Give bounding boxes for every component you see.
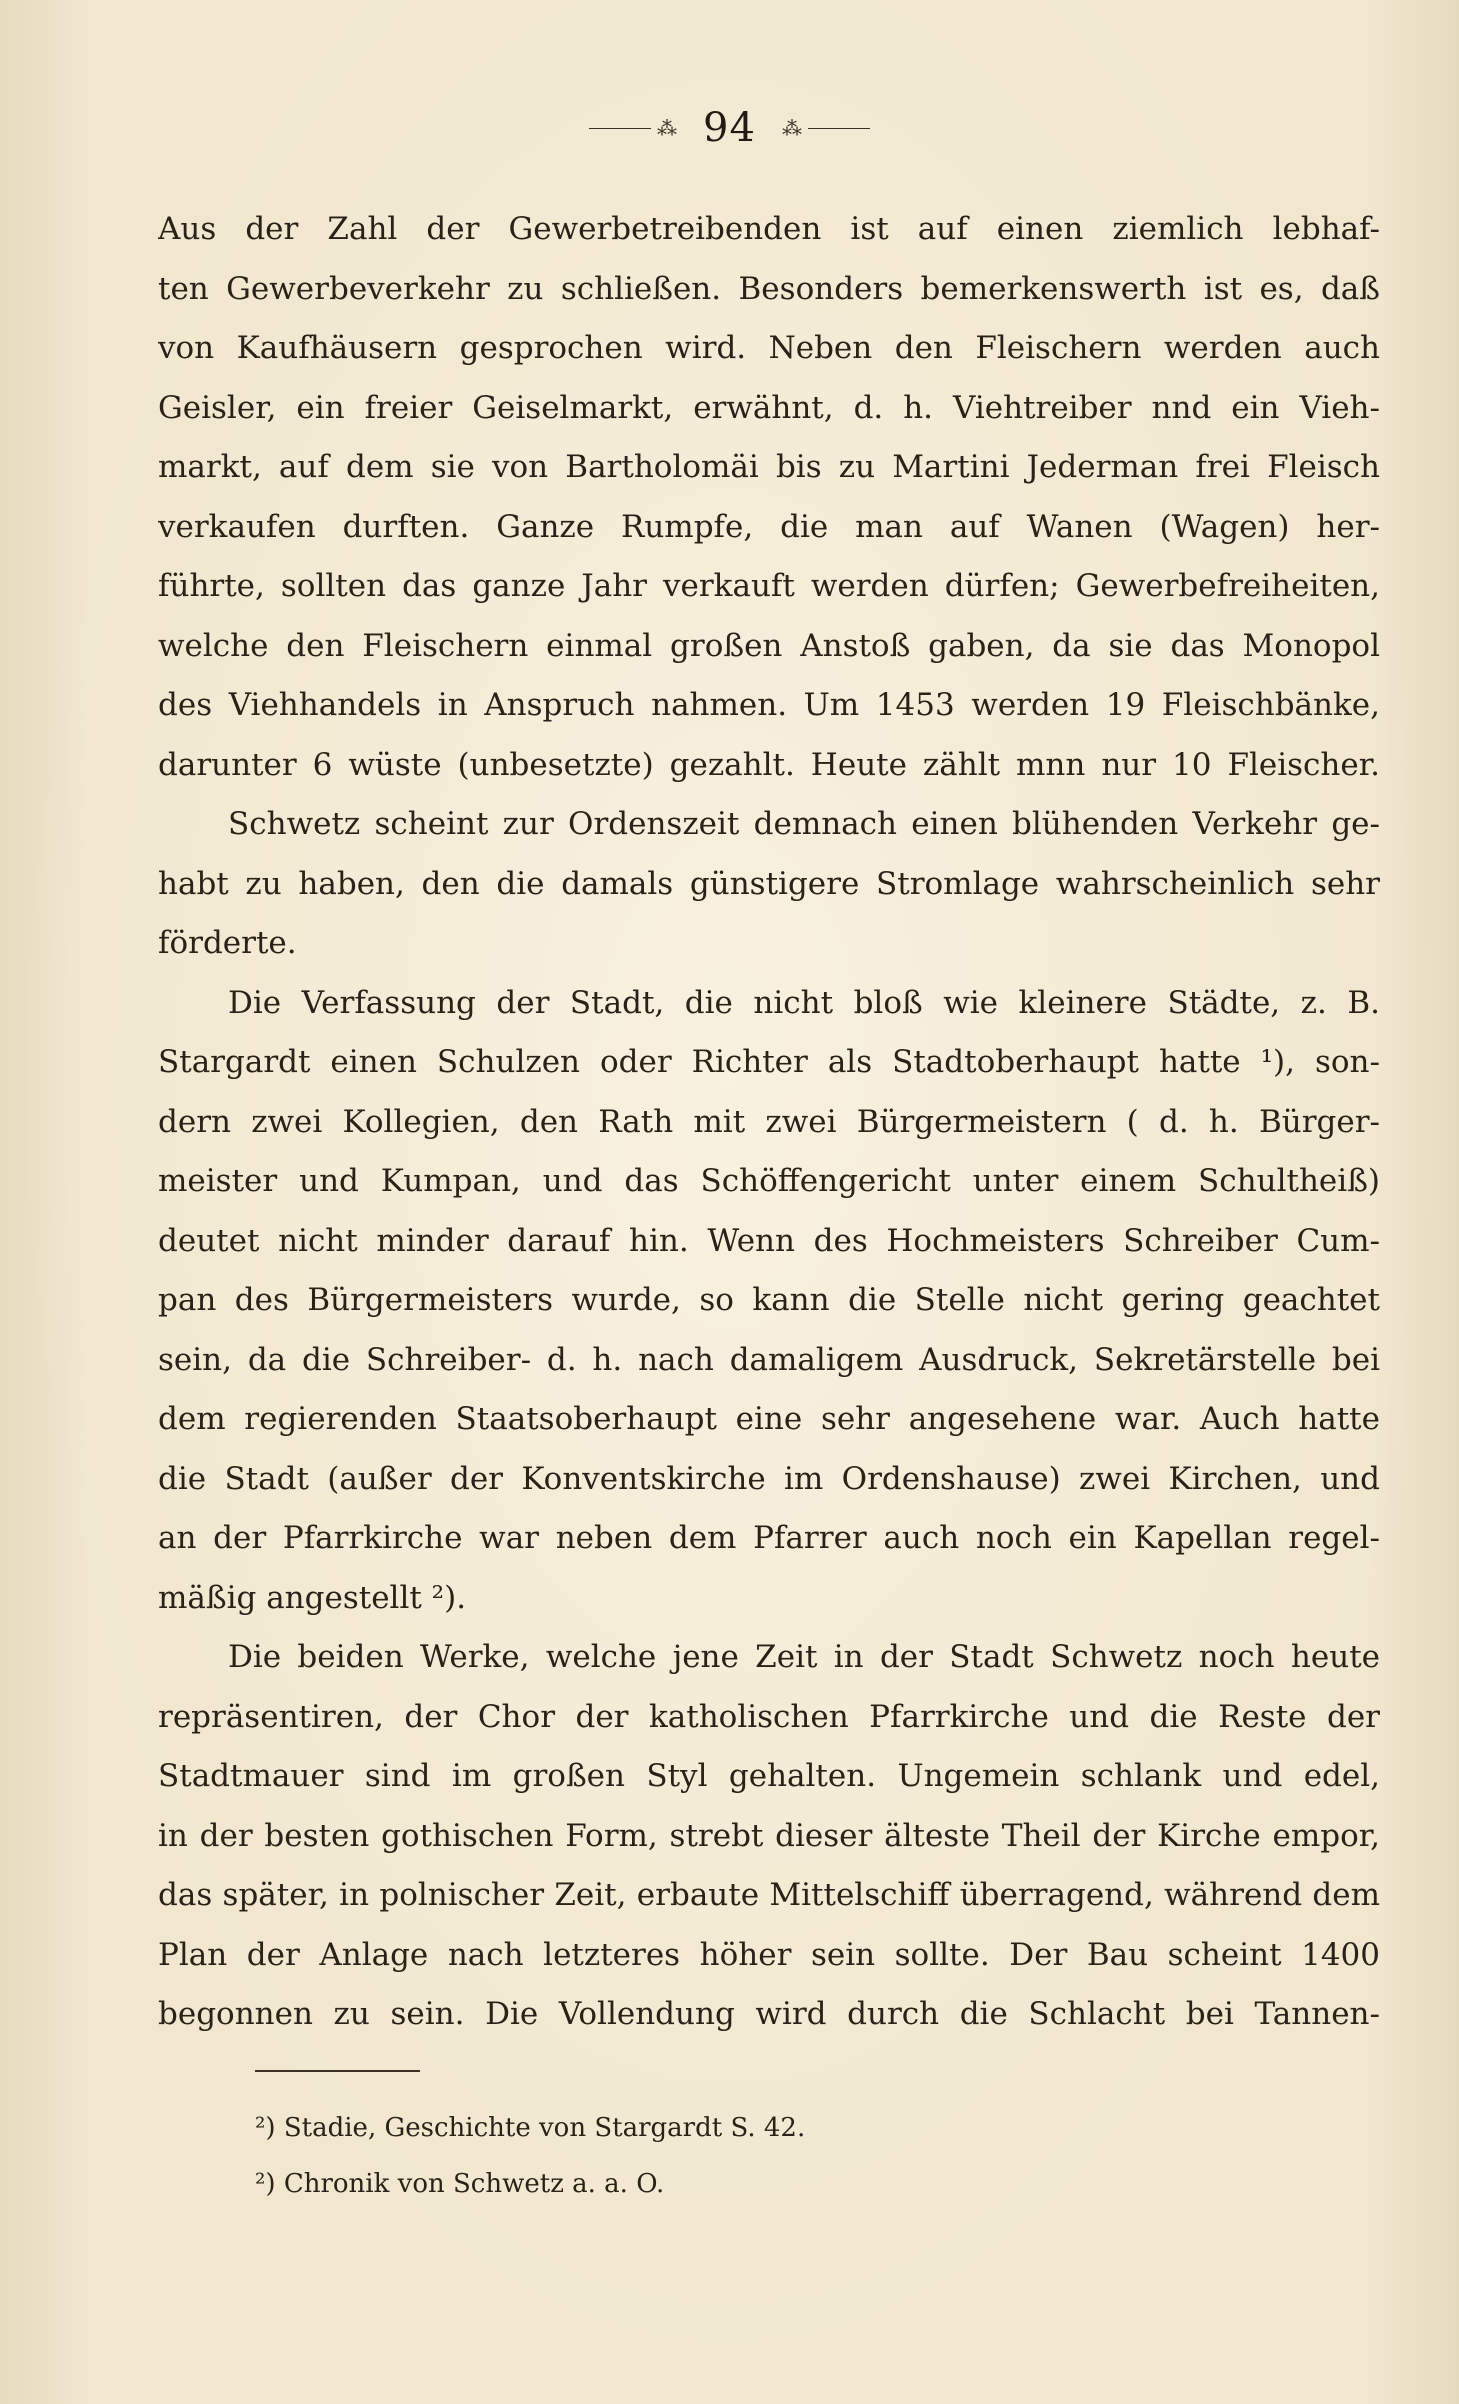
text-line: an der Pfarrkirche war neben dem Pfarrer auch noch ein Kapellan regel- <box>158 1520 1380 1556</box>
text-line: ten Gewerbeverkehr zu schließen. Besonders bemerkenswerth ist es, daß <box>158 270 1380 307</box>
ornament-right-icon: ⁂ <box>778 118 870 138</box>
footnote: ²) Chronik von Schwetz a. a. O. <box>255 2169 665 2199</box>
text-line: von Kaufhäusern gesprochen wird. Neben den Fleischern werden auch <box>158 330 1380 366</box>
text-line: des Viehhandels in Anspruch nahmen. Um 1453 werden 19 Fleischbänke, <box>158 687 1380 723</box>
text-line: Plan der Anlage nach letzteres höher sein sollte. Der Bau scheint 1400 <box>158 1936 1380 1973</box>
text-line: Schwetz scheint zur Ordenszeit demnach einen blühenden Verkehr ge- <box>228 806 1380 842</box>
text-line: dern zwei Kollegien, den Rath mit zwei Bürgermeistern ( d. h. Bürger- <box>158 1103 1380 1140</box>
text-line: darunter 6 wüste (unbesetzte) gezahlt. Heute zählt mnn nur 10 Fleischer. <box>158 746 1380 783</box>
footnotes <box>255 2100 1255 2212</box>
text-line: in der besten gothischen Form, strebt dieser älteste Theil der Kirche empor, <box>158 1817 1380 1854</box>
text-line: führte, sollten das ganze Jahr verkauft werden dürfen; Gewerbefreiheiten, <box>158 568 1380 604</box>
text-line: Die Verfassung der Stadt, die nicht bloß wie kleinere Städte, z. B. <box>228 984 1380 1021</box>
text-line: Stadtmauer sind im großen Styl gehalten. Ungemein schlank und edel, <box>158 1758 1380 1794</box>
text-line: verkaufen durften. Ganze Rumpfe, die man auf Wanen (Wagen) her- <box>158 508 1380 545</box>
page-header <box>0 98 1459 158</box>
text-line: dem regierenden Staatsoberhaupt eine sehr angesehene war. Auch hatte <box>158 1401 1380 1437</box>
text-line: welche den Fleischern einmal großen Anstoß gaben, da sie das Monopol <box>158 627 1380 664</box>
text-line: repräsentiren, der Chor der katholischen Pfarrkirche und die Reste der <box>158 1698 1380 1735</box>
footnote: ²) Stadie, Geschichte von Stargardt S. 42. <box>255 2113 806 2143</box>
text-line: markt, auf dem sie von Bartholomäi bis zu Martini Jederman frei Fleisch <box>158 449 1380 485</box>
text-line: sein, da die Schreiber- d. h. nach damaligem Ausdruck, Sekretärstelle bei <box>158 1341 1380 1378</box>
text-line: begonnen zu sein. Die Vollendung wird durch die Schlacht bei Tannen- <box>158 1996 1380 2032</box>
text-line: habt zu haben, den die damals günstigere Stromlage wahrscheinlich sehr <box>158 865 1380 902</box>
text-line: das später, in polnischer Zeit, erbaute Mittelschiff überragend, während dem <box>158 1877 1380 1913</box>
text-line: förderte. <box>158 925 297 961</box>
text-line: meister und Kumpan, und das Schöffengericht unter einem Schultheiß) <box>158 1163 1380 1199</box>
footnote-divider <box>255 2070 420 2072</box>
ornament-left-icon: ⁂ <box>589 118 681 138</box>
page-number: 94 <box>703 105 756 151</box>
body-text <box>158 200 1380 2045</box>
text-line: mäßig angestellt ²). <box>158 1579 467 1616</box>
text-line: die Stadt (außer der Konventskirche im Ordenshause) zwei Kirchen, und <box>158 1460 1380 1497</box>
text-line: Geisler, ein freier Geiselmarkt, erwähnt, d. h. Viehtreiber nnd ein Vieh- <box>158 389 1380 426</box>
text-line: Die beiden Werke, welche jene Zeit in der Stadt Schwetz noch heute <box>228 1639 1380 1675</box>
text-line: deutet nicht minder darauf hin. Wenn des Hochmeisters Schreiber Cum- <box>158 1222 1380 1259</box>
text-line: Stargardt einen Schulzen oder Richter als Stadtoberhaupt hatte ¹), son- <box>158 1044 1380 1080</box>
text-line: Aus der Zahl der Gewerbetreibenden ist auf einen ziemlich lebhaf- <box>158 211 1380 247</box>
text-line: pan des Bürgermeisters wurde, so kann die Stelle nicht gering geachtet <box>158 1282 1380 1318</box>
